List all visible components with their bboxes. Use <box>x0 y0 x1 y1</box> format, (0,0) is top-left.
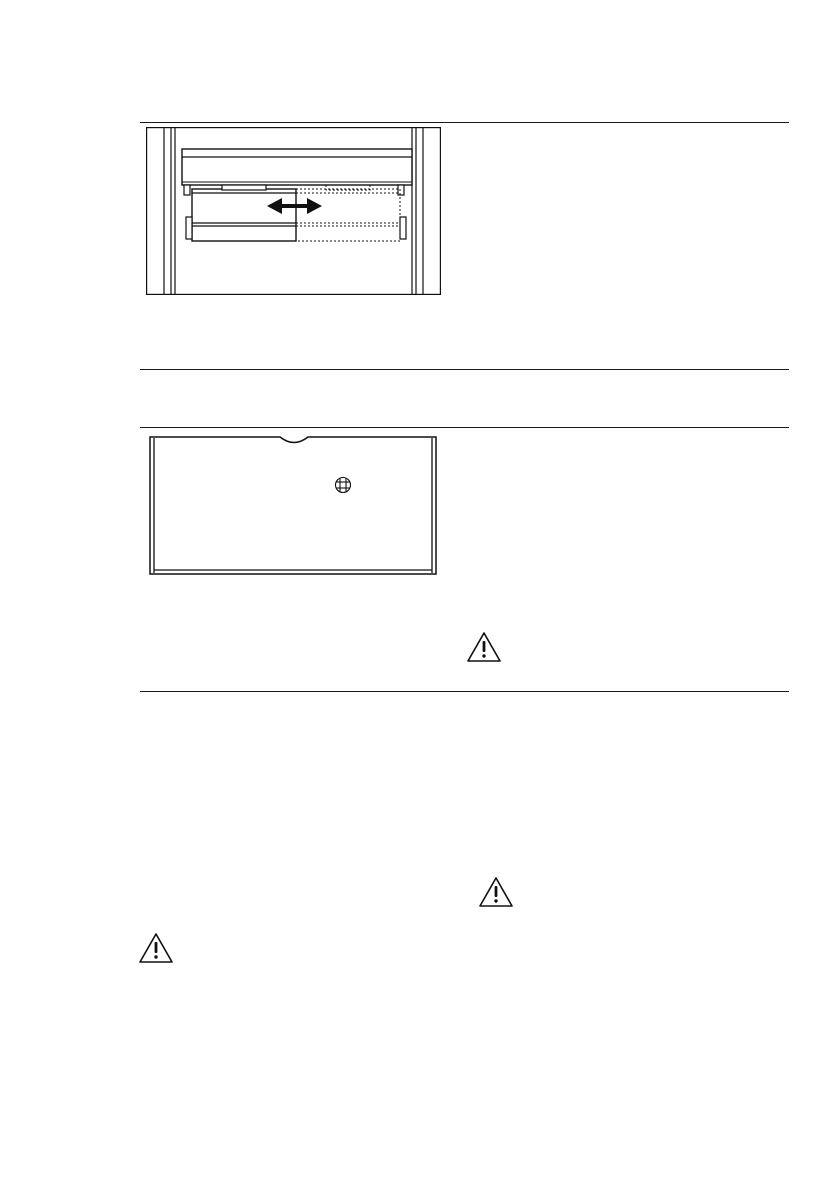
section-divider-middle-2 <box>140 427 789 428</box>
section-divider-bottom <box>140 691 789 692</box>
section-divider-middle-1 <box>140 369 789 370</box>
figure-shelf-drawer <box>146 127 441 295</box>
warning-icon-right-lower <box>478 876 514 908</box>
warning-icon-right-upper <box>466 631 502 663</box>
warning-icon-left-lower <box>138 932 174 964</box>
section-divider-top <box>140 122 789 123</box>
vent-grid-icon <box>336 478 351 493</box>
figure-vegetable-drawer-lid <box>148 434 440 578</box>
